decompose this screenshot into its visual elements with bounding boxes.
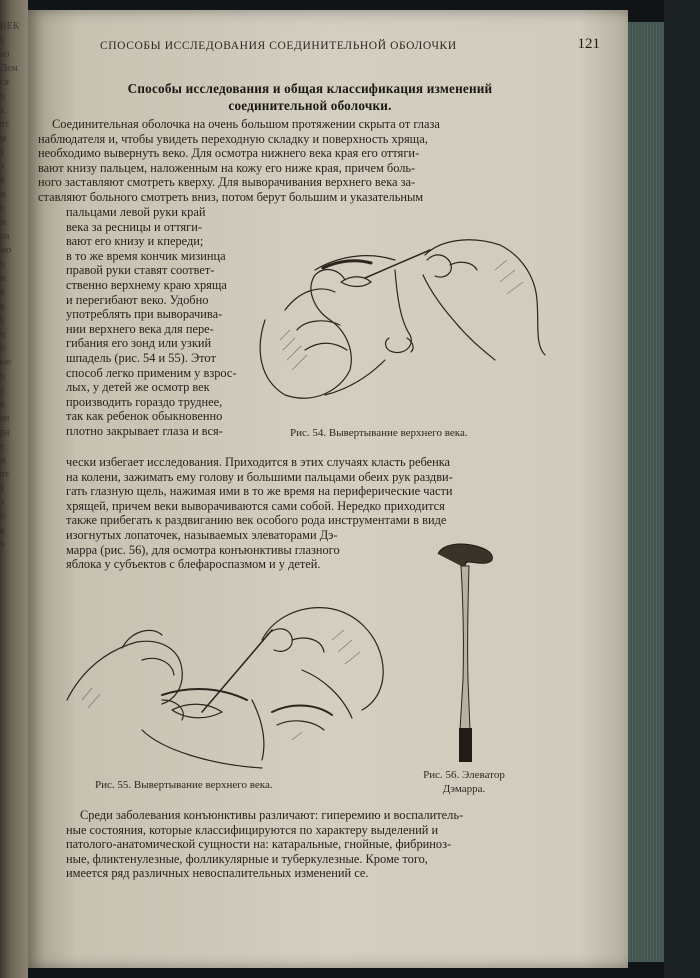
- caption-line: Рис. 56. Элеватор: [423, 769, 505, 781]
- left-page-fragment: к: [0, 315, 5, 326]
- figure-55-illustration: [62, 600, 394, 770]
- fig55-right-fingers: [267, 629, 352, 718]
- left-page-fragment: о: [0, 203, 5, 214]
- left-page-fragment: и: [0, 455, 6, 466]
- text-line: на колени, зажимать ему голову и большими пальцами обеих рук раздви-: [66, 469, 453, 484]
- text-line: наблюдателя и, чтобы увидеть переходную складку и поверхность хряща,: [38, 131, 428, 146]
- fig54-right-fingers: [423, 255, 495, 360]
- fig56-elevator-blade: [438, 544, 492, 568]
- text-line: яблока у субъектов с блефароспазмом и у детей.: [66, 557, 321, 572]
- caption-line: Дэмарра.: [442, 783, 486, 795]
- left-page-fragment: в: [0, 175, 5, 186]
- text-line: века за ресницы и оттяги-: [66, 219, 202, 234]
- left-page-fragment: и: [0, 189, 6, 200]
- left-page-fragment: а: [0, 525, 5, 536]
- figure-56-caption: [404, 768, 524, 796]
- fig55-brow: [162, 689, 247, 700]
- left-page-fragment: к: [0, 35, 5, 46]
- text-line: Соединительная оболочка на очень большом протяжении скрыта от глаза: [52, 117, 440, 131]
- left-page-fragment: з: [0, 483, 4, 494]
- text-line: лых, у детей же осмотр век: [66, 380, 210, 395]
- fig54-nose: [386, 270, 412, 353]
- left-page-fragment: ц: [0, 329, 6, 340]
- left-page-fragment: и: [0, 273, 6, 284]
- section-heading-line: соединительной оболочки.: [228, 98, 392, 113]
- fig54-left-hand: [260, 270, 351, 399]
- left-page-fragment: з: [0, 497, 4, 508]
- figure-54-illustration: [245, 230, 555, 410]
- left-page-fragment: з: [0, 147, 4, 158]
- text-line: плотно закрывает глаза и вся-: [66, 423, 223, 438]
- left-page-fragment: м: [0, 217, 7, 228]
- left-page-fragment: в: [0, 539, 5, 550]
- fig54-fingers: [285, 289, 347, 350]
- text-line: производить гораздо труднее,: [66, 394, 223, 409]
- left-page-fragment: ся: [0, 77, 10, 88]
- text-line: ные состояния, которые классифицируются по характеру выделений и: [66, 822, 439, 837]
- left-page-fragment: ет: [0, 469, 9, 480]
- fig54-cheek: [325, 360, 385, 395]
- fig54-eyebrow: [323, 261, 371, 268]
- page-number: 121: [577, 36, 600, 52]
- running-title: СПОСОБЫ ИССЛЕДОВАНИЯ СОЕДИНИТЕЛЬНОЙ ОБОЛОЧКИ: [100, 40, 457, 52]
- text-line: правой руки ставят соответ-: [66, 263, 215, 278]
- fig55-eye-left: [172, 704, 222, 718]
- text-line: хрящей, причем веки выворачиваются сами собой. Нередко приходится: [66, 498, 445, 513]
- left-page-fragment: з: [0, 161, 4, 172]
- left-page-fragment: к: [0, 399, 5, 410]
- left-page-fragment: е: [0, 441, 5, 452]
- text-line: гибания его зонд или узкий: [66, 336, 212, 351]
- left-page-fragment: у: [0, 385, 5, 396]
- fig54-probe: [365, 250, 430, 278]
- left-page-fragment: о: [0, 91, 5, 102]
- left-page-fragment: м: [0, 133, 7, 144]
- narrow-column-text: [66, 205, 240, 439]
- figure-55-caption: Рис. 55. Вывертывание верхнего века.: [95, 779, 273, 791]
- left-page-fragment: о: [0, 343, 5, 354]
- text-line: вают его книзу и кпереди;: [66, 234, 204, 249]
- text-line: вают книзу пальцем, наложенным на кожу его ниже края, причем боль-: [38, 160, 416, 175]
- text-line: необходимо вывернуть веко. Для осмотра нижнего века края его оттяги-: [38, 146, 420, 161]
- text-line: изогнутых лопаточек, называемых элеваторами Дэ-: [66, 527, 338, 542]
- fig55-nose: [252, 700, 264, 760]
- left-page-fragment: к: [0, 105, 5, 116]
- fig55-right-hand: [262, 608, 383, 710]
- text-line: ставляют больного смотреть вниз, потом берут большим и указательным: [38, 189, 424, 204]
- left-page-fragment: ые: [0, 357, 12, 368]
- paragraph-1: [38, 117, 588, 205]
- fig54-eye: [341, 277, 371, 287]
- left-page-fragment: ра: [0, 427, 10, 438]
- left-page-fragment: к: [0, 301, 5, 312]
- left-page-fragment: в: [0, 287, 5, 298]
- left-page-fragment: о: [0, 259, 5, 270]
- left-page-fragments: [0, 20, 26, 960]
- figure-54-caption: Рис. 54. Вывертывание верхнего века.: [290, 427, 468, 439]
- text-line: способ легко применим у взрос-: [66, 365, 237, 380]
- fig54-right-hand: [425, 240, 545, 355]
- fig56-elevator-handle: [459, 728, 472, 762]
- text-line: употреблять при выворачива-: [66, 307, 223, 322]
- fig55-face-outline: [142, 730, 262, 768]
- text-line: шпадель (рис. 54 и 55). Этот: [66, 350, 216, 365]
- text-line: чески избегает исследования. Приходится в этих случаях класть ребенка: [66, 455, 451, 469]
- figure-56-elevator-illustration: [430, 540, 500, 762]
- section-heading: [50, 80, 570, 114]
- text-line: ственно верхнему краю хряща: [66, 277, 227, 292]
- text-line: также прибегать к раздвиганию век особого рода инструментами в виде: [66, 513, 447, 528]
- book-cover: [664, 0, 700, 978]
- left-page-fragment: ВЕК: [0, 21, 20, 32]
- text-line: ные, фликтенулезные, фолликулярные и туберкулезные. Кроме того,: [66, 851, 428, 866]
- left-page-fragment: ко: [0, 49, 10, 60]
- text-line: и перегибают веко. Удобно: [66, 292, 209, 307]
- fig56-elevator-shaft: [460, 566, 470, 730]
- left-page-fragment: ра: [0, 231, 10, 242]
- left-page-fragment: зн: [0, 413, 10, 424]
- text-line: пальцами левой руки край: [66, 205, 206, 219]
- text-line: так как ребенок обыкновенно: [66, 409, 223, 424]
- left-page-fragment: Дем: [0, 63, 18, 74]
- page-edges: [628, 22, 664, 962]
- text-line: Среди заболевания конъюнктивы различают: гиперемию и воспалитель-: [80, 808, 464, 822]
- fig55-brow-right: [272, 706, 332, 715]
- text-line: нии верхнего века для пере-: [66, 321, 214, 336]
- text-line: ного заставляют смотреть кверху. Для выворачивания верхнего века за-: [38, 175, 416, 190]
- fig55-eye-right: [277, 721, 324, 730]
- left-page-edge: [0, 0, 28, 978]
- text-line: имеется ряд различных невоспалительных изменений се.: [66, 866, 369, 881]
- left-page-fragment: о: [0, 511, 5, 522]
- text-line: гать глазную щель, нажимая ими в то же время на периферические части: [66, 484, 453, 499]
- left-page-fragment: мо: [0, 245, 12, 256]
- paragraph-3: [66, 808, 586, 881]
- left-page-fragment: о: [0, 371, 5, 382]
- text-line: марра (рис. 56), для осмотра конъюнктивы глазного: [66, 542, 340, 557]
- fig55-probe: [202, 630, 272, 712]
- left-page-fragment: ет: [0, 119, 9, 130]
- running-head: [80, 38, 600, 58]
- text-line: патолого-анатомической сущности на: катаральные, гнойные, фибриноз-: [66, 837, 452, 852]
- section-heading-line: Способы исследования и общая классификация изменений: [127, 81, 493, 96]
- text-line: в то же время кончик мизинца: [66, 248, 226, 263]
